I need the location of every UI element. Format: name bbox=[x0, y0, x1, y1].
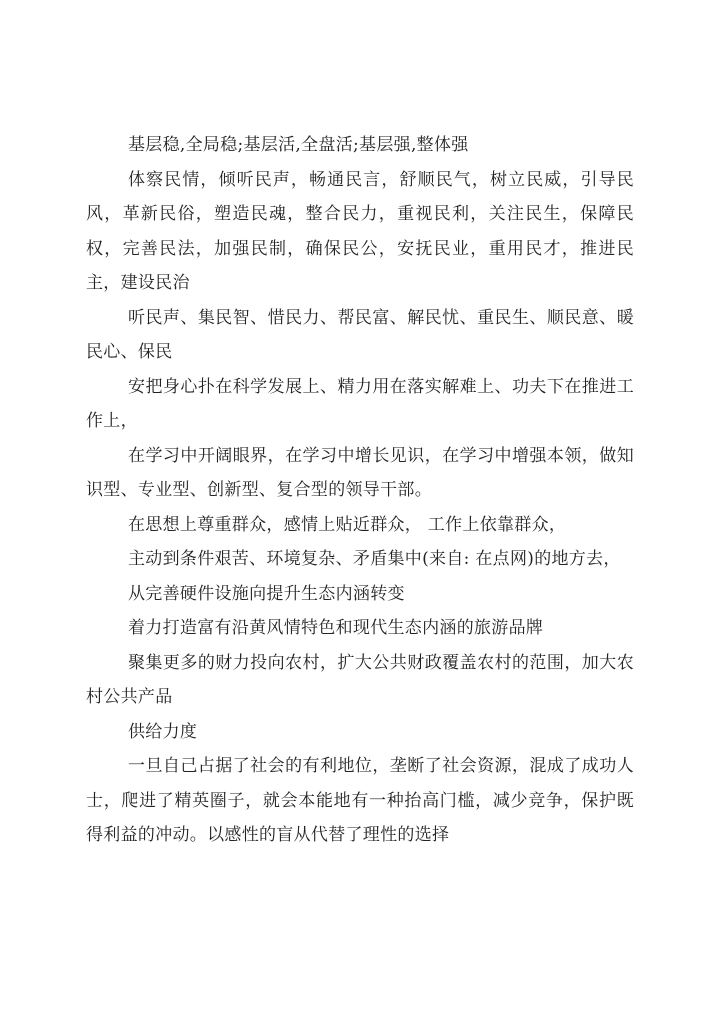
document-body bbox=[86, 128, 634, 853]
paragraph: 在学习中开阔眼界，在学习中增长见识，在学习中增强本领，做知识型、专业型、创新型、复合型的领导干部。 bbox=[86, 445, 634, 500]
paragraph: 一旦自己占据了社会的有利地位，垄断了社会资源，混成了成功人士，爬进了精英圈子，就会本能地有一种抬高门槛，减少竞争，保护既得利益的冲动。以感性的盲从代替了理性的选择 bbox=[86, 756, 634, 845]
paragraph: 供给力度 bbox=[128, 721, 198, 742]
paragraph: 聚集更多的财力投向农村，扩大公共财政覆盖农村的范围，加大农村公共产品 bbox=[86, 652, 634, 707]
paragraph: 从完善硬件设施向提升生态内涵转变 bbox=[128, 583, 405, 604]
paragraph: 体察民情，倾听民声，畅通民言，舒顺民气，树立民威，引导民风，革新民俗，塑造民魂，整合民力，重视民利，关注民生，保障民权，完善民法，加强民制，确保民公，安抚民业，重用民才，推进民主，建设民治 bbox=[86, 169, 634, 293]
paragraph: 听民声、集民智、惜民力、帮民富、解民忧、重民生、顺民意、暖民心、保民 bbox=[86, 307, 634, 362]
paragraph: 安把身心扑在科学发展上、精力用在落实解难上、功夫下在推进工作上， bbox=[86, 376, 634, 431]
paragraph: 着力打造富有沿黄风情特色和现代生态内涵的旅游品牌 bbox=[128, 618, 544, 638]
paragraph: 基层稳,全局稳;基层活,全盘活;基层强,整体强 bbox=[128, 135, 469, 155]
paragraph: 主动到条件艰苦、环境复杂、矛盾集中(来自: 在点网)的地方去， bbox=[128, 549, 621, 569]
paragraph: 在思想上尊重群众，感情上贴近群众， 工作上依靠群众， bbox=[128, 514, 567, 535]
